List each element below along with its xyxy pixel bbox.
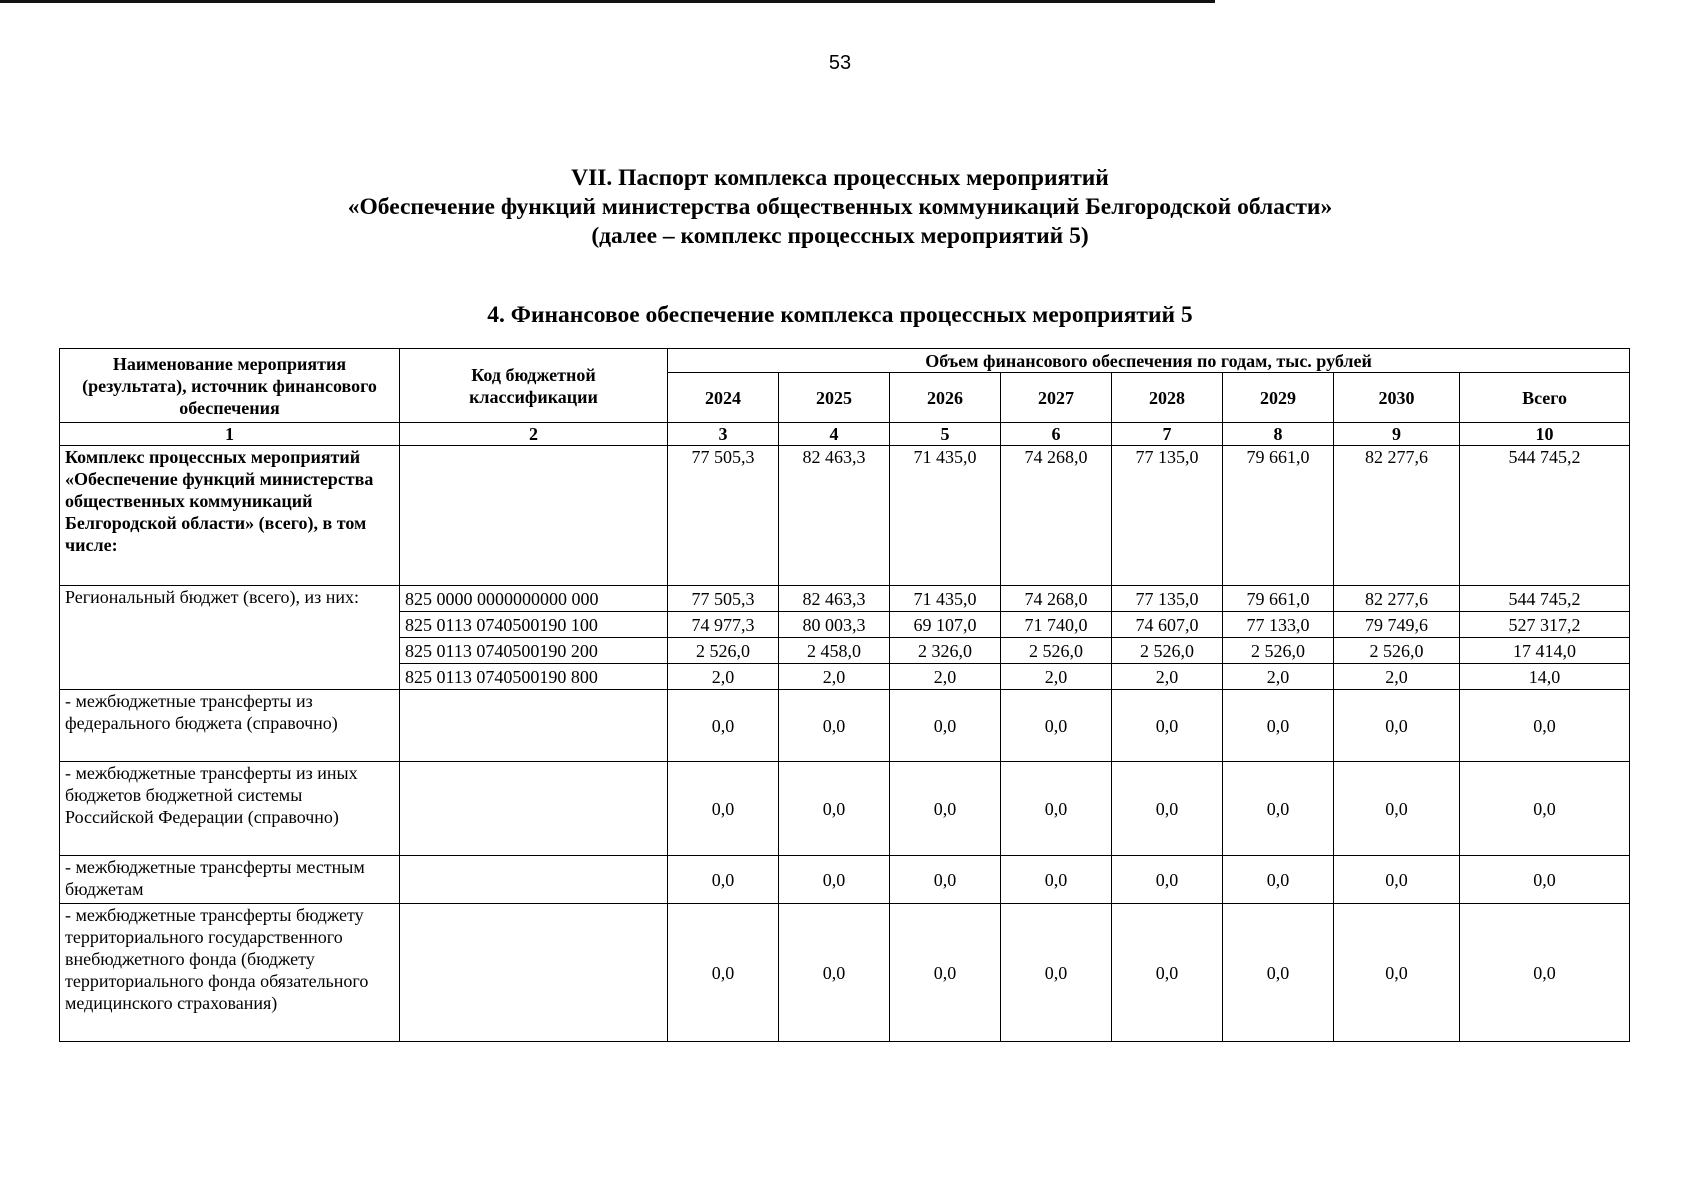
- value-cell: 0,0: [1001, 690, 1112, 762]
- budget-code: 825 0000 0000000000 000: [400, 586, 668, 612]
- column-index-row: [60, 423, 1630, 446]
- value-cell: 0,0: [1001, 762, 1112, 856]
- value-cell: 77 505,3: [668, 586, 779, 612]
- value-cell: 0,0: [1001, 904, 1112, 1042]
- column-index: 3: [668, 423, 779, 446]
- transfer-row: [60, 762, 1630, 856]
- column-index: 10: [1460, 423, 1630, 446]
- column-index: 6: [1001, 423, 1112, 446]
- value-cell: 74 268,0: [1001, 586, 1112, 612]
- value-cell: 17 414,0: [1460, 638, 1630, 664]
- value-cell: 0,0: [890, 690, 1001, 762]
- value-cell: 544 745,2: [1460, 586, 1630, 612]
- value-cell: 0,0: [1334, 904, 1460, 1042]
- value-cell: 0,0: [668, 762, 779, 856]
- transfer-code: [400, 904, 668, 1042]
- header-year: 2024: [668, 373, 779, 423]
- header-year: 2025: [779, 373, 890, 423]
- header-volume-group: Объем финансового обеспечения по годам, тыс. рублей: [668, 349, 1630, 373]
- value-cell: 0,0: [1460, 690, 1630, 762]
- value-cell: 0,0: [779, 762, 890, 856]
- regional-name: Региональный бюджет (всего), из них:: [60, 586, 400, 690]
- value-cell: 77 505,3: [668, 446, 779, 586]
- value-cell: 0,0: [1460, 856, 1630, 904]
- value-cell: 2,0: [1223, 664, 1334, 690]
- header-year: 2027: [1001, 373, 1112, 423]
- transfer-name: - межбюджетные трансферты местным бюджетам: [60, 856, 400, 904]
- value-cell: 0,0: [1334, 856, 1460, 904]
- transfer-row: [60, 856, 1630, 904]
- value-cell: 0,0: [890, 904, 1001, 1042]
- value-cell: 77 135,0: [1112, 446, 1223, 586]
- value-cell: 2,0: [668, 664, 779, 690]
- value-cell: 0,0: [1001, 856, 1112, 904]
- value-cell: 79 749,6: [1334, 612, 1460, 638]
- passport-title: [0, 164, 1680, 251]
- value-cell: 2,0: [1334, 664, 1460, 690]
- budget-code: 825 0113 0740500190 200: [400, 638, 668, 664]
- header-year: 2029: [1223, 373, 1334, 423]
- complex-name: Комплекс процессных мероприятий «Обеспечение функций министерства общественных коммуникаций Белгородской области» (всего), в том числе:: [60, 446, 400, 586]
- header-year: 2030: [1334, 373, 1460, 423]
- value-cell: 82 277,6: [1334, 446, 1460, 586]
- value-cell: 2,0: [779, 664, 890, 690]
- value-cell: 2,0: [890, 664, 1001, 690]
- value-cell: 2 526,0: [1112, 638, 1223, 664]
- value-cell: 71 435,0: [890, 446, 1001, 586]
- value-cell: 0,0: [668, 856, 779, 904]
- value-cell: 0,0: [779, 856, 890, 904]
- transfer-code: [400, 856, 668, 904]
- value-cell: 527 317,2: [1460, 612, 1630, 638]
- value-cell: 2 526,0: [668, 638, 779, 664]
- value-cell: 0,0: [668, 690, 779, 762]
- column-index: 8: [1223, 423, 1334, 446]
- value-cell: 74 268,0: [1001, 446, 1112, 586]
- value-cell: 0,0: [1112, 690, 1223, 762]
- title-line-1: VII. Паспорт комплекса процессных мероприятий: [571, 165, 1109, 191]
- value-cell: 0,0: [1112, 762, 1223, 856]
- value-cell: 0,0: [890, 856, 1001, 904]
- header-name: Наименование мероприятия (результата), источник финансового обеспечения: [60, 349, 400, 423]
- value-cell: 69 107,0: [890, 612, 1001, 638]
- value-cell: 0,0: [890, 762, 1001, 856]
- value-cell: 82 463,3: [779, 446, 890, 586]
- value-cell: 0,0: [1334, 690, 1460, 762]
- value-cell: 0,0: [1223, 762, 1334, 856]
- value-cell: 2 526,0: [1001, 638, 1112, 664]
- value-cell: 2 526,0: [1223, 638, 1334, 664]
- value-cell: 2 458,0: [779, 638, 890, 664]
- value-cell: 71 435,0: [890, 586, 1001, 612]
- value-cell: 0,0: [779, 690, 890, 762]
- value-cell: 74 607,0: [1112, 612, 1223, 638]
- budget-code: 825 0113 0740500190 800: [400, 664, 668, 690]
- value-cell: 14,0: [1460, 664, 1630, 690]
- value-cell: 77 135,0: [1112, 586, 1223, 612]
- column-index: 7: [1112, 423, 1223, 446]
- value-cell: 80 003,3: [779, 612, 890, 638]
- header-year: 2026: [890, 373, 1001, 423]
- header-year: 2028: [1112, 373, 1223, 423]
- value-cell: 79 661,0: [1223, 446, 1334, 586]
- regional-row: [60, 586, 1630, 612]
- value-cell: 77 133,0: [1223, 612, 1334, 638]
- section-title: 4. Финансовое обеспечение комплекса процессных мероприятий 5: [487, 302, 1193, 328]
- value-cell: 0,0: [1223, 856, 1334, 904]
- complex-total-row: [60, 446, 1630, 586]
- transfer-name: - межбюджетные трансферты бюджету территориального государственного внебюджетного фонда (бюджету территориального фонда обязательного медицинского страхования): [60, 904, 400, 1042]
- value-cell: 2 326,0: [890, 638, 1001, 664]
- page-number: 53: [828, 52, 852, 74]
- value-cell: 2 526,0: [1334, 638, 1460, 664]
- transfer-row: [60, 690, 1630, 762]
- transfer-name: - межбюджетные трансферты из федерального бюджета (справочно): [60, 690, 400, 762]
- transfer-code: [400, 762, 668, 856]
- column-index: 5: [890, 423, 1001, 446]
- value-cell: 0,0: [779, 904, 890, 1042]
- value-cell: 71 740,0: [1001, 612, 1112, 638]
- value-cell: 0,0: [1112, 856, 1223, 904]
- value-cell: 0,0: [1223, 904, 1334, 1042]
- value-cell: 0,0: [1112, 904, 1223, 1042]
- value-cell: 2,0: [1001, 664, 1112, 690]
- header-code: Код бюджетной классификации: [400, 349, 668, 423]
- title-line-3: (далее – комплекс процессных мероприятий 5): [591, 223, 1089, 249]
- budget-code: 825 0113 0740500190 100: [400, 612, 668, 638]
- column-index: 4: [779, 423, 890, 446]
- transfer-name: - межбюджетные трансферты из иных бюджетов бюджетной системы Российской Федерации (справочно): [60, 762, 400, 856]
- complex-code: [400, 446, 668, 586]
- value-cell: 0,0: [668, 904, 779, 1042]
- column-index: 1: [60, 423, 400, 446]
- financing-table: [59, 348, 1630, 1042]
- transfer-row: [60, 904, 1630, 1042]
- column-index: 2: [400, 423, 668, 446]
- transfer-code: [400, 690, 668, 762]
- value-cell: 0,0: [1223, 690, 1334, 762]
- column-index: 9: [1334, 423, 1460, 446]
- scan-top-border: [0, 0, 1215, 3]
- value-cell: 79 661,0: [1223, 586, 1334, 612]
- header-total: Всего: [1460, 373, 1630, 423]
- value-cell: 2,0: [1112, 664, 1223, 690]
- value-cell: 0,0: [1334, 762, 1460, 856]
- value-cell: 82 463,3: [779, 586, 890, 612]
- value-cell: 74 977,3: [668, 612, 779, 638]
- value-cell: 0,0: [1460, 762, 1630, 856]
- value-cell: 544 745,2: [1460, 446, 1630, 586]
- title-line-2: «Обеспечение функций министерства общественных коммуникаций Белгородской области»: [347, 194, 1333, 220]
- value-cell: 0,0: [1460, 904, 1630, 1042]
- value-cell: 82 277,6: [1334, 586, 1460, 612]
